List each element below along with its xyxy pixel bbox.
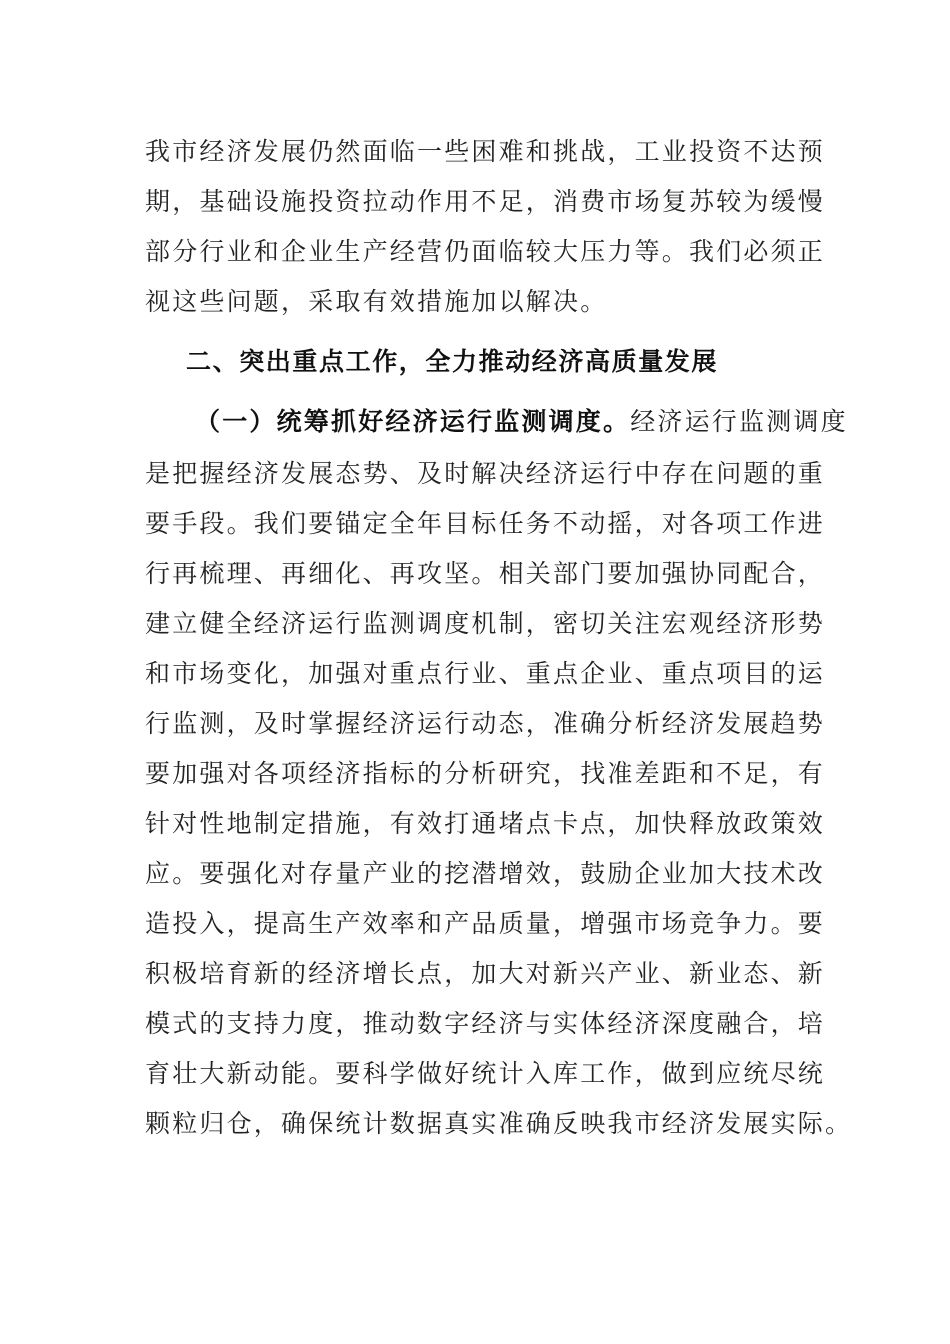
paragraph-line: 育壮大新动能。要科学做好统计入库工作，做到应统尽统 — [145, 1059, 826, 1088]
paragraph-line: 我市经济发展仍然面临一些困难和挑战，工业投资不达预 — [145, 137, 826, 166]
paragraph-line: 是把握经济发展态势、及时解决经济运行中存在问题的重 — [145, 459, 826, 488]
paragraph-line: 视这些问题，采取有效措施加以解决。 — [145, 287, 608, 316]
paragraph-line: 应。要强化对存量产业的挖潜增效，鼓励企业加大技术改 — [145, 859, 826, 888]
paragraph-line: 要手段。我们要锚定全年目标任务不动摇，对各项工作进 — [145, 509, 826, 538]
lead-text: 经济运行监测调度 — [630, 407, 848, 436]
paragraph-line: 颗粒归仓，确保统计数据真实准确反映我市经济发展实际。 — [145, 1109, 853, 1138]
subsection-title: （一）统筹抓好经济运行监测调度。 — [195, 407, 631, 436]
paragraph-line: 针对性地制定措施，有效打通堵点卡点，加快释放政策效 — [145, 809, 826, 838]
paragraph-line: 和市场变化，加强对重点行业、重点企业、重点项目的运 — [145, 659, 826, 688]
paragraph-lead-line — [195, 402, 848, 442]
paragraph-line: 行再梳理、再细化、再攻坚。相关部门要加强协同配合， — [145, 559, 826, 588]
paragraph-line: 积极培育新的经济增长点，加大对新兴产业、新业态、新 — [145, 959, 826, 988]
section-heading: 二、突出重点工作，全力推动经济高质量发展 — [186, 347, 719, 376]
paragraph-line: 行监测，及时掌握经济运行动态，准确分析经济发展趋势 — [145, 709, 826, 738]
paragraph-line: 部分行业和企业生产经营仍面临较大压力等。我们必须正 — [145, 237, 826, 266]
paragraph-line: 期，基础设施投资拉动作用不足，消费市场复苏较为缓慢 — [145, 187, 826, 216]
paragraph-line: 建立健全经济运行监测调度机制，密切关注宏观经济形势 — [145, 609, 826, 638]
paragraph-line: 造投入，提高生产效率和产品质量，增强市场竞争力。要 — [145, 909, 826, 938]
paragraph-line: 模式的支持力度，推动数字经济与实体经济深度融合，培 — [145, 1009, 826, 1038]
paragraph-line: 要加强对各项经济指标的分析研究，找准差距和不足，有 — [145, 759, 826, 788]
